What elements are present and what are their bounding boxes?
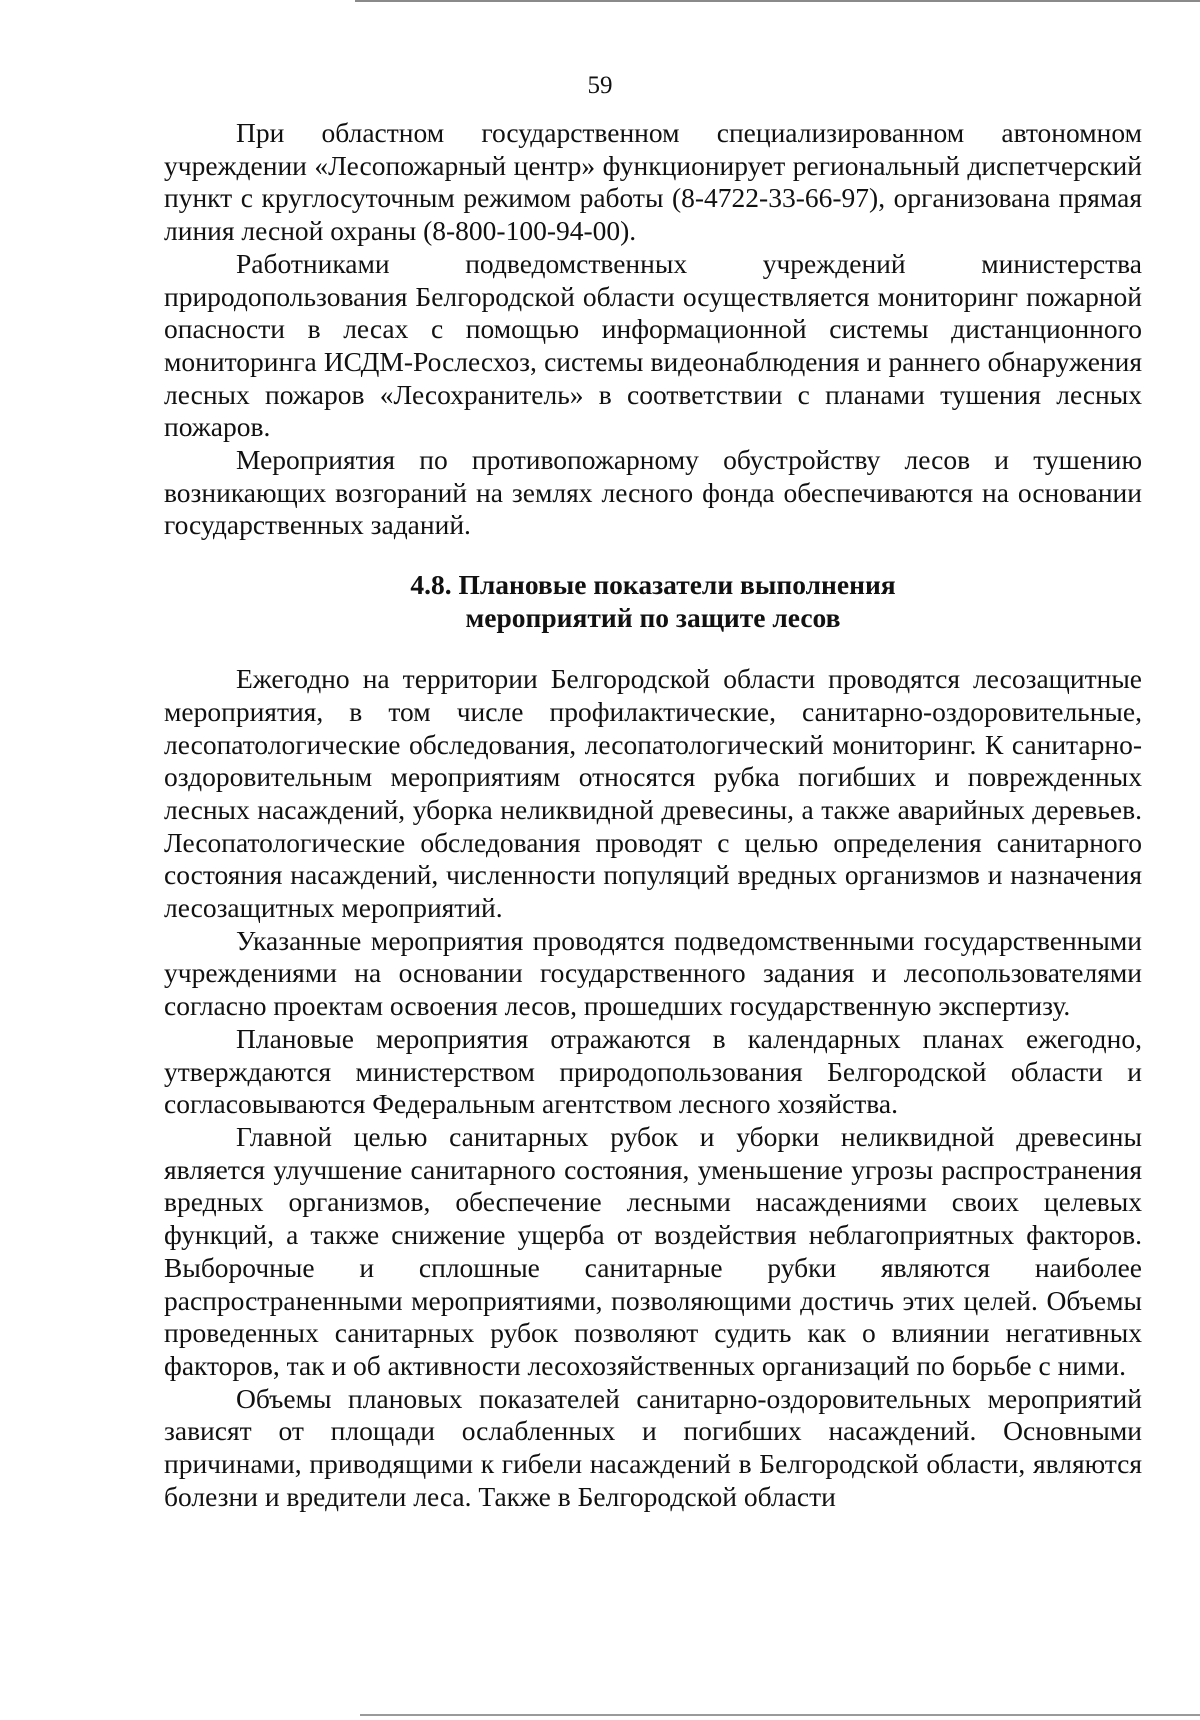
page-number: 59 xyxy=(587,72,613,99)
paragraph-forest-protection: Ежегодно на территории Белгородской области проводятся лесозащитные мероприятия, в том числе профилактические, санитарно-оздоровительные, лесопатологические обследования, лесопатологический мониторинг. К санитарно-оздоровительным мероприятиям относятся рубка погибших и поврежденных лесных насаждений, уборка неликвидной древесины, а также аварийных деревьев. Лесопатологические обследования проводят с целью определения санитарного состояния насаждений, численности популяций вредных организмов и назначения лесозащитных мероприятий. xyxy=(164,663,1142,924)
paragraph-calendar-plans: Плановые мероприятия отражаются в календарных планах ежегодно, утверждаются министерством природопользования Белгородской области и согласовываются Федеральным агентством лесного хозяйства. xyxy=(164,1022,1142,1120)
scan-edge-bottom xyxy=(360,1714,1200,1716)
document-body xyxy=(164,117,1142,1513)
paragraph-dispatch-center: При областном государственном специализированном автономном учреждении «Лесопожарный центр» функционирует региональный диспетчерский пункт с круглосуточным режимом работы (8-4722-33-66-97), организована прямая линия лесной охраны (8-800-100-94-00). xyxy=(164,117,1142,247)
section-heading-line-1: 4.8. Плановые показатели выполнения xyxy=(410,569,896,601)
paragraph-fire-monitoring: Работниками подведомственных учреждений министерства природопользования Белгородской области осуществляется мониторинг пожарной опасности в лесах с помощью информационной системы дистанционного мониторинга ИСДМ-Рослесхоз, системы видеонаблюдения и раннего обнаружения лесных пожаров «Лесохранитель» в соответствии с планами тушения лесных пожаров. xyxy=(164,247,1142,443)
paragraph-sanitary-felling-goals: Главной целью санитарных рубок и уборки неликвидной древесины является улучшение санитарного состояния, уменьшение угрозы распространения вредных организмов, обеспечение лесными насаждениями своих целевых функций, а также снижение ущерба от воздействия неблагоприятных факторов. Выборочные и сплошные санитарные рубки являются наиболее распространенными мероприятиями, позволяющими достичь этих целей. Объемы проведенных санитарных рубок позволяют судить как о влиянии негативных факторов, так и об активности лесохозяйственных организаций по борьбе с ними. xyxy=(164,1120,1142,1381)
paragraph-planned-volumes: Объемы плановых показателей санитарно-оздоровительных мероприятий зависят от площади ослабленных и погибших насаждений. Основными причинами, приводящими к гибели насаждений в Белгородской области, являются болезни и вредители леса. Также в Белгородской области xyxy=(164,1382,1142,1512)
paragraph-fire-prevention: Мероприятия по противопожарному обустройству лесов и тушению возникающих возгораний на землях лесного фонда обеспечиваются на основании государственных заданий. xyxy=(164,444,1142,541)
scan-edge-top xyxy=(355,0,1200,2)
paragraph-subordinate-institutions: Указанные мероприятия проводятся подведомственными государственными учреждениями на основании государственного задания и лесопользователями согласно проектам освоения лесов, прошедших государственную экспертизу. xyxy=(164,924,1142,1022)
section-heading xyxy=(164,568,1142,634)
section-heading-line-2: мероприятий по защите лесов xyxy=(465,602,841,634)
